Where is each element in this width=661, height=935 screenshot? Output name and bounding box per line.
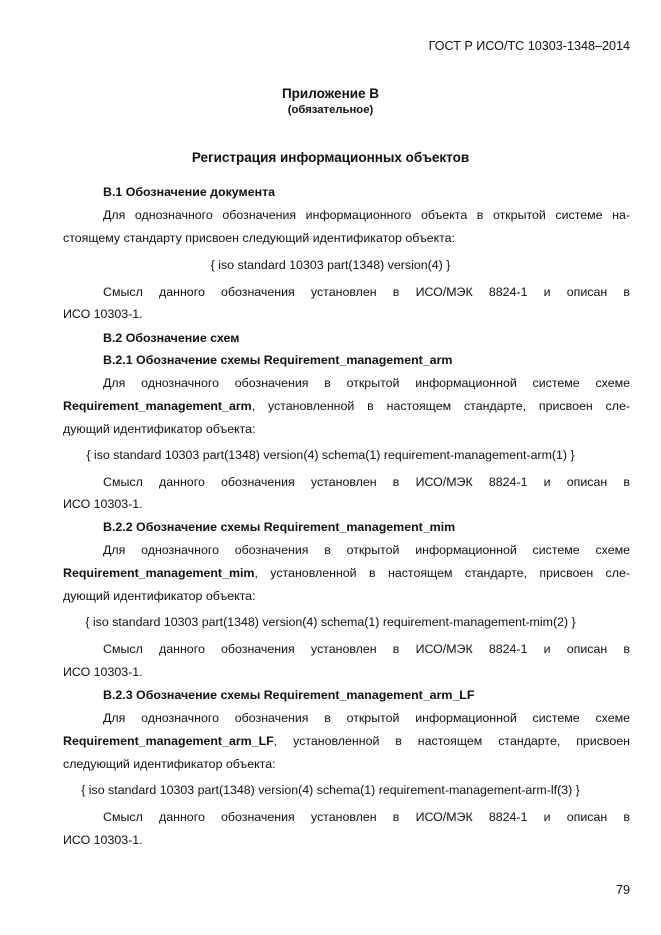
b23-paragraph-line (63, 734, 630, 748)
b22-paragraph-rest: , установленной в настоящем стандарте, присвоен сле- (254, 566, 630, 580)
b21-paragraph-line (63, 399, 630, 413)
b21-identifier: { iso standard 10303 part(1348) version(4) schema(1) requirement-management-arm(1) } (86, 448, 575, 462)
b23-meaning-line: Смысл данного обозначения установлен в ИСО/МЭК 8824-1 и описан в (103, 810, 630, 824)
b21-paragraph-line: Для однозначного обозначения в открытой информационной системе схеме (103, 376, 630, 390)
b23-paragraph-line: Для однозначного обозначения в открытой информационной системе схеме (103, 711, 630, 725)
b22-meaning-line: ИСО 10303-1. (63, 665, 143, 679)
document-code: ГОСТ Р ИСО/ТС 10303-1348–2014 (428, 39, 630, 53)
section-title: Регистрация информационных объектов (191, 150, 470, 165)
page-number: 79 (615, 883, 630, 897)
annex-title: Приложение В (281, 86, 380, 101)
b2-heading: В.2 Обозначение схем (103, 331, 240, 345)
b21-heading: В.2.1 Обозначение схемы Requirement_management_arm (103, 353, 453, 367)
b23-schema-name: Requirement_management_arm_LF (63, 734, 274, 748)
b21-meaning-line: Смысл данного обозначения установлен в ИСО/МЭК 8824-1 и описан в (103, 475, 630, 489)
b22-heading: В.2.2 Обозначение схемы Requirement_management_mim (103, 520, 456, 534)
b22-paragraph-line (63, 566, 630, 580)
b21-meaning-line: ИСО 10303-1. (63, 497, 143, 511)
b22-schema-name: Requirement_management_mim (63, 566, 255, 580)
b1-paragraph-line: Для однозначного обозначения информационного объекта в открытой системе на- (103, 208, 630, 222)
b22-identifier: { iso standard 10303 part(1348) version(4) schema(1) requirement-management-mim(2) } (85, 615, 576, 629)
b1-heading: В.1 Обозначение документа (103, 185, 276, 199)
b23-identifier: { iso standard 10303 part(1348) version(4) schema(1) requirement-management-arm-lf(3) } (81, 783, 580, 797)
b23-meaning-line: ИСО 10303-1. (63, 833, 143, 847)
b23-heading: В.2.3 Обозначение схемы Requirement_management_arm_LF (103, 688, 475, 702)
b21-schema-name: Requirement_management_arm (63, 399, 252, 413)
annex-subtitle: (обязательное) (287, 104, 374, 116)
b1-paragraph-line: стоящему стандарту присвоен следующий идентификатор объекта: (63, 231, 456, 245)
b22-paragraph-line: Для однозначного обозначения в открытой информационной системе схеме (103, 543, 630, 557)
b21-paragraph-rest: , установленной в настоящем стандарте, присвоен сле- (251, 399, 630, 413)
b21-paragraph-line: дующий идентификатор объекта: (63, 422, 256, 436)
b23-paragraph-rest: , установленной в настоящем стандарте, присвоен (273, 734, 630, 748)
b22-meaning-line: Смысл данного обозначения установлен в ИСО/МЭК 8824-1 и описан в (103, 642, 630, 656)
b1-identifier: { iso standard 10303 part(1348) version(4) } (210, 258, 451, 272)
b1-meaning-line: Смысл данного обозначения установлен в ИСО/МЭК 8824-1 и описан в (103, 285, 630, 299)
b1-meaning-line: ИСО 10303-1. (63, 307, 143, 321)
b23-paragraph-line: следующий идентификатор объекта: (63, 757, 276, 771)
b22-paragraph-line: дующий идентификатор объекта: (63, 589, 256, 603)
